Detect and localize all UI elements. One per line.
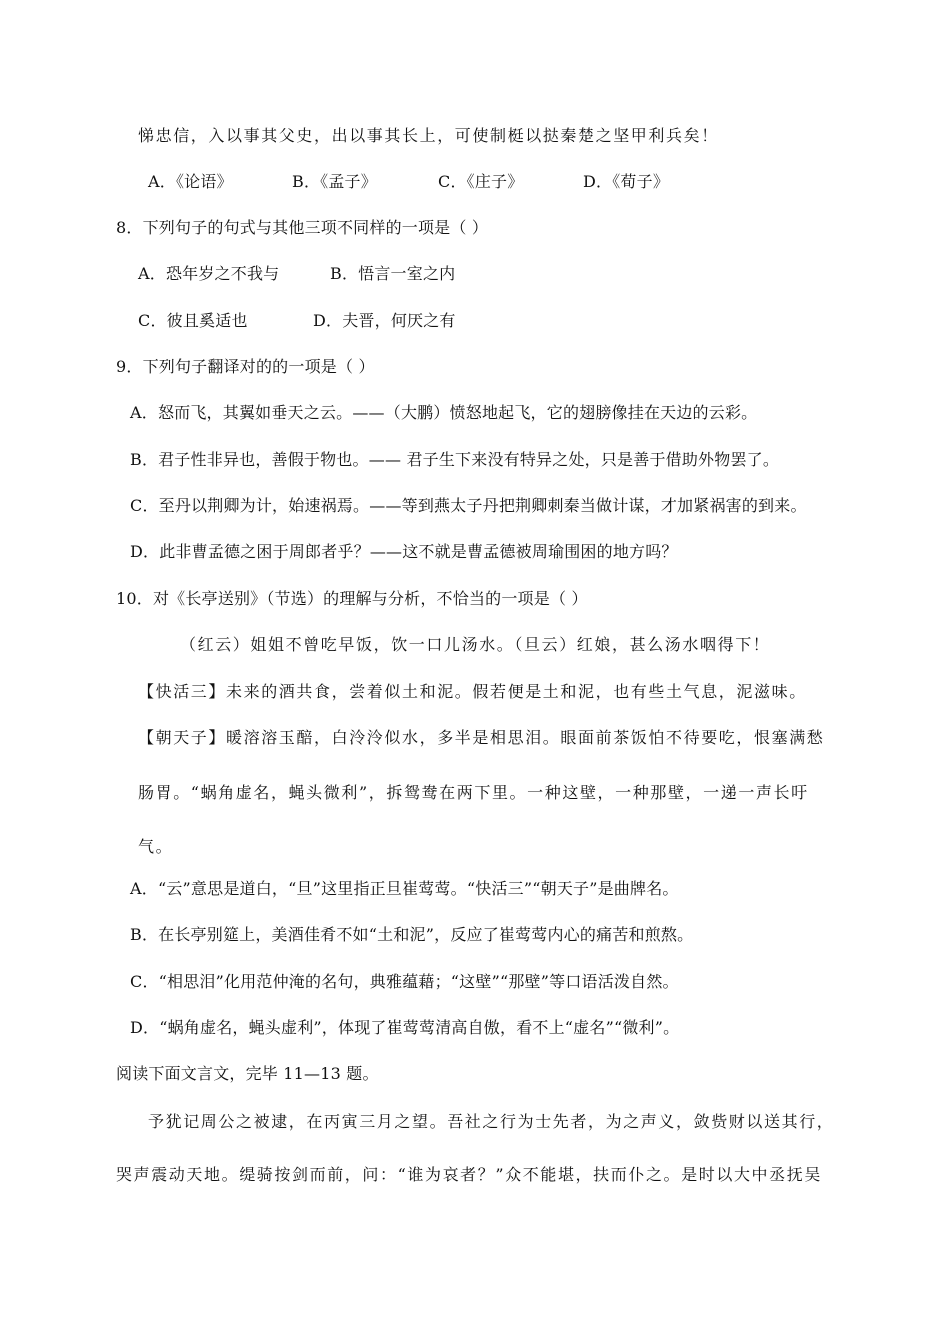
q10-option-d: D．“蜗角虚名，蝇头虚利”，体现了崔莺莺清高自傲，看不上“虚名”“微利”。 [130,1018,680,1037]
q10-option-c: C．“相思泪”化用范仲淹的名句，典雅蕴藉；“这壁”“那壁”等口语活泼自然。 [130,972,679,991]
q7-options [0,170,950,194]
q10-stem: 10．对《长亭送别》（节选）的理解与分析，不恰当的一项是（ ） [116,589,588,608]
q10-passage-line: 【快活三】未来的酒共食，尝着似土和泥。假若便是土和泥，也有些土气息，泥滋味。 [138,682,807,701]
reading-intro: 阅读下面文言文，完毕 11—13 题。 [116,1064,379,1083]
q10-passage-line: 肠胃。“蜗角虚名，蝇头微利”，拆鸳鸯在两下里。一种这壁，一种那壁，一递一声长吁 [138,783,809,802]
q8-option-b: B．悟言一室之内 [330,264,456,283]
q9-option-a: A．怒而飞，其翼如垂天之云。——（大鹏）愤怒地起飞，它的翅膀像挂在天边的云彩。 [130,403,758,422]
q7-option-a: A．《论语》 [148,172,233,191]
q9-option-c: C．至丹以荆卿为计，始速祸焉。——等到燕太子丹把荆卿刺秦当做计谋，才加紧祸害的到来。 [130,496,807,515]
q10-passage-line: 气。 [138,837,174,856]
q8-options-row2 [0,309,950,333]
q10-option-a: A．“云”意思是道白，“旦”这里指正旦崔莺莺。“快活三”“朝天子”是曲牌名。 [130,879,679,898]
q8-option-c: C．彼且奚适也 [138,311,248,330]
q8-option-d: D．夫晋，何厌之有 [313,311,456,330]
q9-stem: 9．下列句子翻译对的的一项是（ ） [116,357,375,376]
q8-option-a: A．恐年岁之不我与 [138,264,280,283]
q9-option-d: D．此非曹孟德之困于周郎者乎？——这不就是曹孟德被周瑜围困的地方吗？ [130,542,678,561]
q10-passage-line: （红云）姐姐不曾吃早饭，饮一口儿汤水。（旦云）红娘，甚么汤水咽得下！ [180,635,771,654]
q9-option-b: B．君子性非异也，善假于物也。—— 君子生下来没有特异之处，只是善于借助外物罢了。 [130,450,780,469]
q10-option-b: B．在长亭别筵上，美酒佳肴不如“土和泥”，反应了崔莺莺内心的痛苦和煎熬。 [130,925,694,944]
reading-text-line: 哭声震动天地。缇骑按剑而前，问：“谁为哀者？”众不能堪，扶而仆之。是时以大中丞抚吴 [116,1165,822,1184]
passage-line: 悌忠信，入以事其父史，出以事其长上，可使制梃以挞秦楚之坚甲利兵矣！ [138,126,719,145]
reading-text-line: 予犹记周公之被逮，在丙寅三月之望。吾社之行为士先者，为之声义，敛赀财以送其行， [148,1112,835,1131]
q10-passage-line: 【朝天子】暖溶溶玉醅，白泠泠似水，多半是相思泪。眼面前茶饭怕不待要吃，恨塞满愁 [138,728,825,747]
q7-option-b: B．《孟子》 [292,172,377,191]
q7-option-d: D．《荀子》 [583,172,670,191]
q7-option-c: C．《庄子》 [438,172,524,191]
q8-stem: 8．下列句子的句式与其他三项不同样的一项是（ ） [116,218,489,237]
q8-options-row1 [0,262,950,286]
